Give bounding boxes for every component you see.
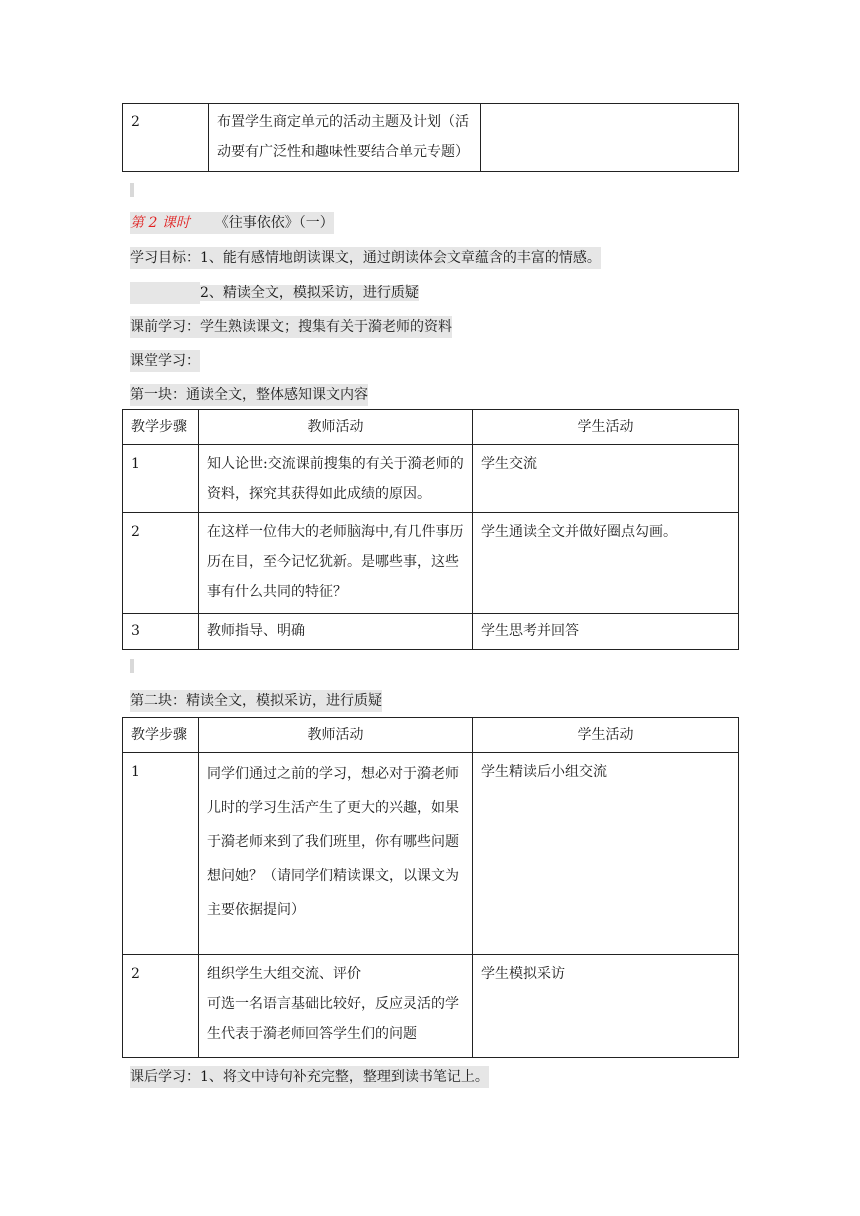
header-teacher: 教师活动	[199, 718, 473, 753]
goals-line-1: 学习目标：1、能有感情地朗读课文，通过朗读体会文章蕴含的丰富的情感。	[130, 247, 601, 269]
student-activity-cell: 学生精读后小组交流	[473, 753, 739, 955]
block1-heading: 第一块：通读全文，整体感知课文内容	[130, 384, 368, 406]
step-cell: 2	[123, 104, 209, 172]
lesson-tag: 第 2 课时	[130, 215, 190, 231]
lesson-heading	[130, 212, 334, 234]
top-table	[122, 103, 739, 172]
post-study: 课后学习：1、将文中诗句补充完整，整理到读书笔记上。	[130, 1066, 489, 1088]
block2-heading: 第二块：精读全文，模拟采访，进行质疑	[130, 690, 382, 712]
table-row	[123, 104, 739, 172]
table-row	[123, 753, 739, 955]
table-row	[123, 445, 739, 513]
table-header-row	[123, 410, 739, 445]
student-activity-cell: 学生通读全文并做好圈点勾画。	[473, 513, 739, 614]
teacher-activity-line-2: 可选一名语言基础比较好，反应灵活的学生代表于漪老师回答学生们的问题	[207, 996, 459, 1042]
header-step: 教学步骤	[123, 410, 199, 445]
paragraph-marker	[130, 183, 134, 197]
table-header-row	[123, 718, 739, 753]
teacher-activity-cell: 布置学生商定单元的活动主题及计划（活动要有广泛性和趣味性要结合单元专题）	[209, 104, 481, 172]
teacher-activity-cell	[199, 955, 473, 1058]
header-student: 学生活动	[473, 718, 739, 753]
step-cell: 2	[123, 513, 199, 614]
pre-study: 课前学习：学生熟读课文；搜集有关于漪老师的资料	[130, 316, 452, 338]
table-row	[123, 955, 739, 1058]
teacher-activity-cell: 知人论世:交流课前搜集的有关于漪老师的资料，探究其获得如此成绩的原因。	[199, 445, 473, 513]
student-activity-cell: 学生模拟采访	[473, 955, 739, 1058]
header-teacher: 教师活动	[199, 410, 473, 445]
step-cell: 3	[123, 614, 199, 650]
teacher-activity-line-1: 组织学生大组交流、评价	[207, 966, 361, 982]
teacher-activity-cell: 在这样一位伟大的老师脑海中,有几件事历历在目，至今记忆犹新。是哪些事，这些事有什么共同的特征？	[199, 513, 473, 614]
paragraph-marker	[130, 659, 134, 673]
lesson-title: 《往事依依》（一）	[214, 215, 334, 231]
header-student: 学生活动	[473, 410, 739, 445]
step-cell: 2	[123, 955, 199, 1058]
goals-line-2: 2、精读全文，模拟采访，进行质疑	[130, 282, 419, 304]
step-cell: 1	[123, 445, 199, 513]
block2-table	[122, 717, 739, 1058]
block1-table	[122, 409, 739, 650]
student-activity-cell	[481, 104, 739, 172]
teacher-activity-cell: 同学们通过之前的学习，想必对于漪老师儿时的学习生活产生了更大的兴趣，如果于漪老师来到了我们班里，你有哪些问题想问她？（请同学们精读课文，以课文为主要依据提问）	[199, 753, 473, 955]
step-cell: 1	[123, 753, 199, 955]
table-row	[123, 614, 739, 650]
header-step: 教学步骤	[123, 718, 199, 753]
class-study: 课堂学习：	[130, 350, 200, 372]
teacher-activity-cell: 教师指导、明确	[199, 614, 473, 650]
student-activity-cell: 学生思考并回答	[473, 614, 739, 650]
student-activity-cell: 学生交流	[473, 445, 739, 513]
table-row	[123, 513, 739, 614]
